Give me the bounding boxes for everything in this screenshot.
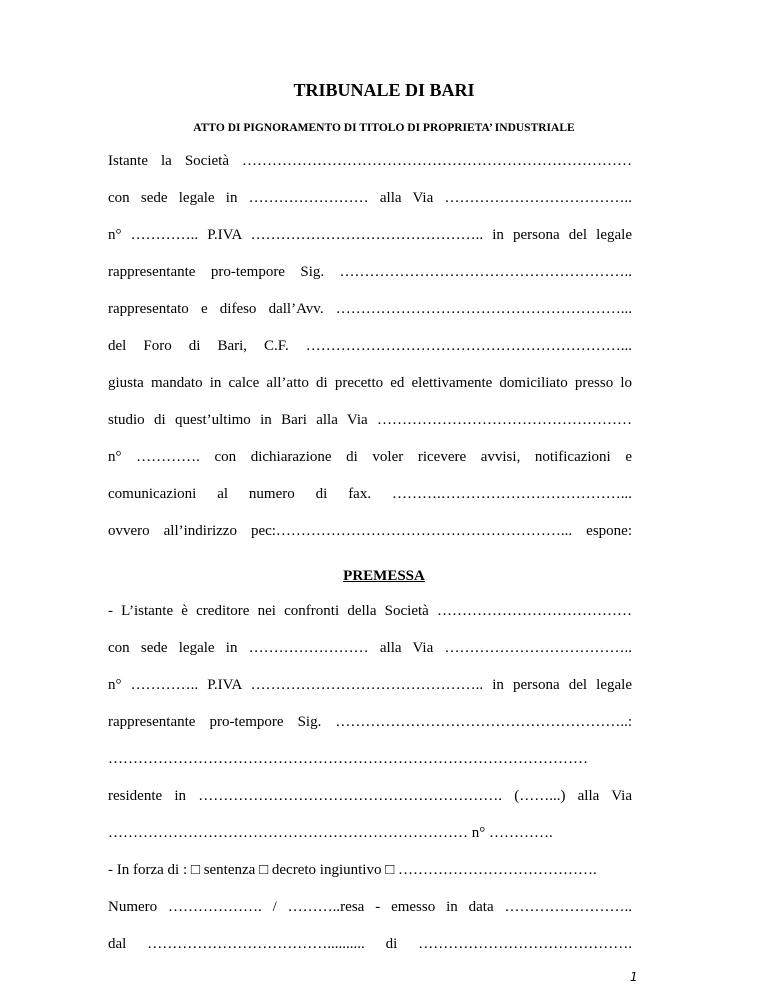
court-title: TRIBUNALE DI BARI xyxy=(293,80,475,100)
premessa-line: - L’istante è creditore nei confronti della Società ………………………………… xyxy=(108,603,632,619)
premessa-line: rappresentante pro-tempore Sig. …………………………………………………..: xyxy=(108,714,632,730)
document-subtitle: ATTO DI PIGNORAMENTO DI TITOLO DI PROPRIETA’ INDUSTRIALE xyxy=(193,122,575,134)
intro-line: Istante la Società …………………………………………………………………… xyxy=(108,153,632,169)
premessa-line: n° ………….. P.IVA ……………………………………….. in persona del legale xyxy=(108,677,632,693)
intro-line: comunicazioni al numero di fax. ……….………………………………... xyxy=(108,486,632,502)
premessa-line: - In forza di : □ sentenza □ decreto ingiuntivo □ …………………………………. xyxy=(108,862,597,878)
premessa-line: …………………………………………………………………………………… xyxy=(108,751,588,767)
intro-line: con sede legale in …………………… alla Via ……………………………….. xyxy=(108,190,632,206)
premessa-line: dal ……………………………….......... di ……………………………………. xyxy=(108,936,632,952)
intro-line: studio di quest’ultimo in Bari alla Via …………………………………………… xyxy=(108,412,632,428)
premessa-line: Numero ………………. / ………..resa - emesso in data …………………….. xyxy=(108,899,632,915)
premessa-line: residente in ……………………………………………………. (……...) alla Via xyxy=(108,788,632,804)
intro-line: del Foro di Bari, C.F. ………………………………………………………... xyxy=(108,338,632,354)
intro-line: ovvero all’indirizzo pec:…………………………………………………... espone: xyxy=(108,523,632,539)
intro-line: n° …………. con dichiarazione di voler ricevere avvisi, notificazioni e xyxy=(108,449,632,465)
intro-line: rappresentato e difeso dall’Avv. …………………………………………………... xyxy=(108,301,632,317)
premessa-line: ……………………………………………………………… n° …………. xyxy=(108,825,553,841)
intro-line: rappresentante pro-tempore Sig. ………………………………………………….. xyxy=(108,264,632,280)
page-number: 1 xyxy=(630,970,638,984)
intro-line: n° ………….. P.IVA ……………………………………….. in persona del legale xyxy=(108,227,632,243)
premessa-line: con sede legale in …………………… alla Via ……………………………….. xyxy=(108,640,632,656)
section-title: PREMESSA xyxy=(343,568,425,584)
intro-line: giusta mandato in calce all’atto di precetto ed elettivamente domiciliato presso lo xyxy=(108,375,632,391)
